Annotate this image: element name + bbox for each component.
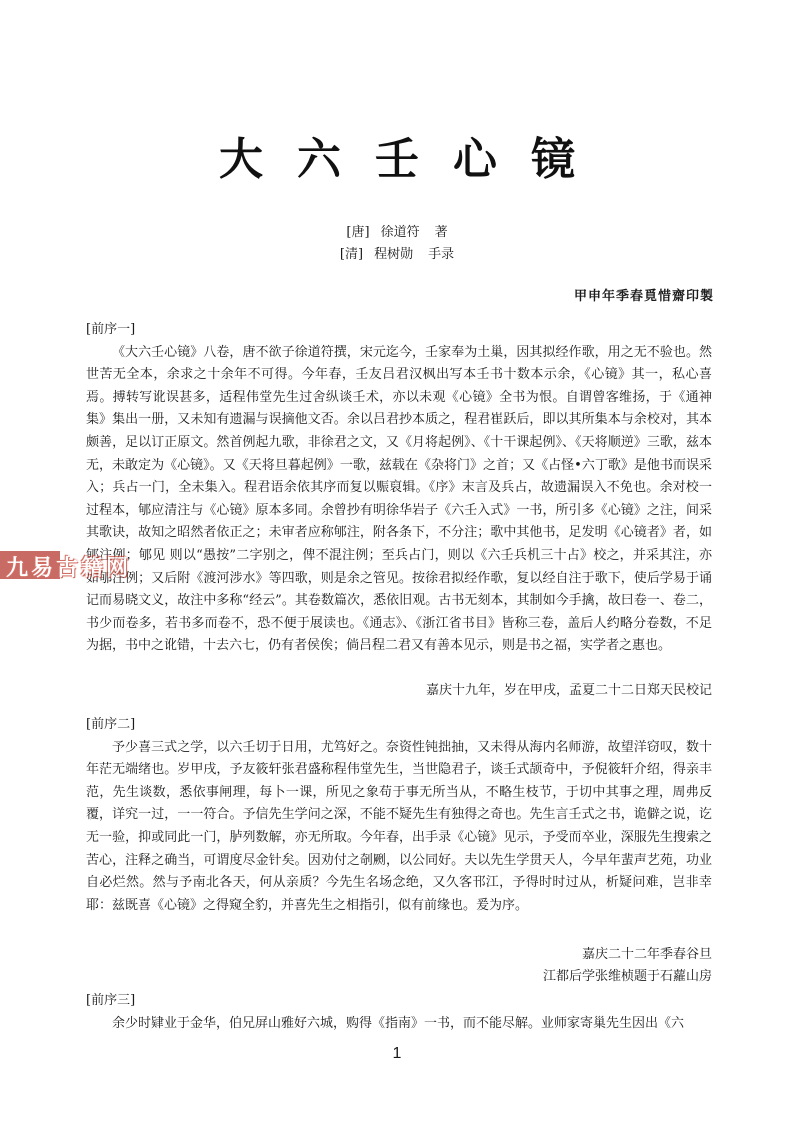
section-body: 余少时肄业于金华，伯兄屏山雅好六城，购得《指南》一书，而不能尽解。业师家寄巢先生因出《六 [112, 1015, 685, 1031]
print-seal: 甲申年季春覓惜齋印製 [573, 289, 714, 304]
dynasty-tag: [清] [339, 247, 364, 262]
author-role: 著 [434, 225, 448, 240]
section-heading: [前序三] [86, 993, 136, 1008]
preface-three [86, 990, 712, 1035]
signature-date: 嘉庆二十二年季春谷旦 [581, 947, 712, 962]
author-credits [0, 222, 794, 266]
author-role: 手录 [428, 247, 455, 262]
preface-one [86, 319, 712, 658]
watermark-text: 九易古籍网 [6, 555, 132, 581]
section-signature [543, 944, 712, 988]
section-heading: [前序二] [86, 717, 136, 732]
watermark-logo [0, 549, 152, 583]
signature-author: 江都后学张维桢题于石蘿山房 [542, 969, 712, 984]
author-name: 程树勋 [374, 247, 414, 262]
book-title: 大六壬心镜 [219, 134, 609, 185]
dynasty-tag: [唐] [346, 225, 370, 240]
section-body: 《大六壬心镜》八卷，唐不欲子徐道符撰，宋元迄今，壬家奉为土巢，因其拟经作歌，用之无不验也。然世苦无全本，余求之十余年不可得。今年春，壬友吕君汉枫出写本壬书十数本示余，《心镜》其一，私心喜焉。搏转写讹误甚多，适程伟堂先生过舍纵谈壬术，亦以未观《心镜》全书为恨。自谓曾客维扬，于《通神集》集出一册，又未知有遗漏与误摘他文否。余以吕君抄本质之，程君崔跃后，即以其所集本与余校对，其本颇善，足以订正原文。然首例起九歌，非徐君之文，又《月将起例》、《十干课起例》、《天将顺逆》三歌，兹本无，未敢定为《心镜》。又《天将旦暮起例》一歌，兹载在《杂将门》之首；又《占怪•六丁歌》是他书而误采入；兵占一门，全未集入。程君语余依其序而复以赈裒辑。《序》末言及兵占，故遗漏误入不免也。余对校一过程本，郇应清注与《心镜》原本多同。余曾抄有明徐华岩子《六壬入式》一书，所引多《心镜》之注，间采其歌诀，故知之昭然者依正之；未审者应称郇注，附各条下，不分注；歌中其他书，足发明《心镜者》者，如郇注例；郇见 则以“愚按”二字别之，俾不混注例；至兵占门，则以《六壬兵机三十占》校之，并采其注，亦如郇注例；又后附《渡河涉水》等四歌，则是余之管见。按徐君拟经作歌，复以经自注于歌下，使后学易于诵记而易晓文义，故注中多称“经云”。其卷数篇次，悉依旧观。古书无刻本，其制如今手擒，故曰卷一、卷二，书少而卷多，若书多而卷不，恐不便于展读也。《通志》、《浙江省书目》皆称三卷，盖后人约略分卷数，不足为据，书中之讹错，十去六七，仍有者侯俟；倘吕程二君又有善本见示，则是书之福，实学者之惠也。 [86, 344, 712, 654]
page-number: 1 [392, 1045, 402, 1062]
preface-two [86, 714, 712, 917]
section-body: 予少喜三式之学，以六壬切于日用，尤笃好之。奈资性钝拙抽，又未得从海内名师游，故望洋窃叹，数十年茫无端绪也。岁甲戌，予友筱轩张君盛称程伟堂先生，当世隐君子，谈壬式颉奇中，予倪筱轩介绍，得亲丰范，先生谈数，悉依事闸理，每卜一课，所见之象苟于事无所当从，不略生枝节，于切中其事之理，周弗反覆，详究一过，一一符合。予信先生学问之深，不能不疑先生有独得之奇也。先生言壬式之书，诡僻之说，讫无一验，抑或同此一门，胪列数解，亦无所取。今年春，出手录《心镜》见示，予受而卒业，深服先生搜索之苦心，注释之确当，可谓度尽金针矣。因劝付之剞劂，以公同好。夫以先生学贯天人，今早年蜚声艺苑，功业自必烂然。然与予南北各天，何从亲质？今先生名场念绝，又久客邗江，予得时时过从，析疑问难，岂非幸耶：兹既喜《心镜》之得窥全豹，并喜先生之相指引，似有前缘也。爰为序。 [86, 739, 712, 913]
author-name: 徐道符 [380, 225, 420, 240]
author-line-qing [0, 244, 794, 266]
section-signature: 嘉庆十九年，岁在甲戌，孟夏二十二日郑天民校记 [425, 683, 712, 698]
author-line-tang [0, 222, 794, 244]
section-heading: [前序一] [86, 322, 136, 337]
